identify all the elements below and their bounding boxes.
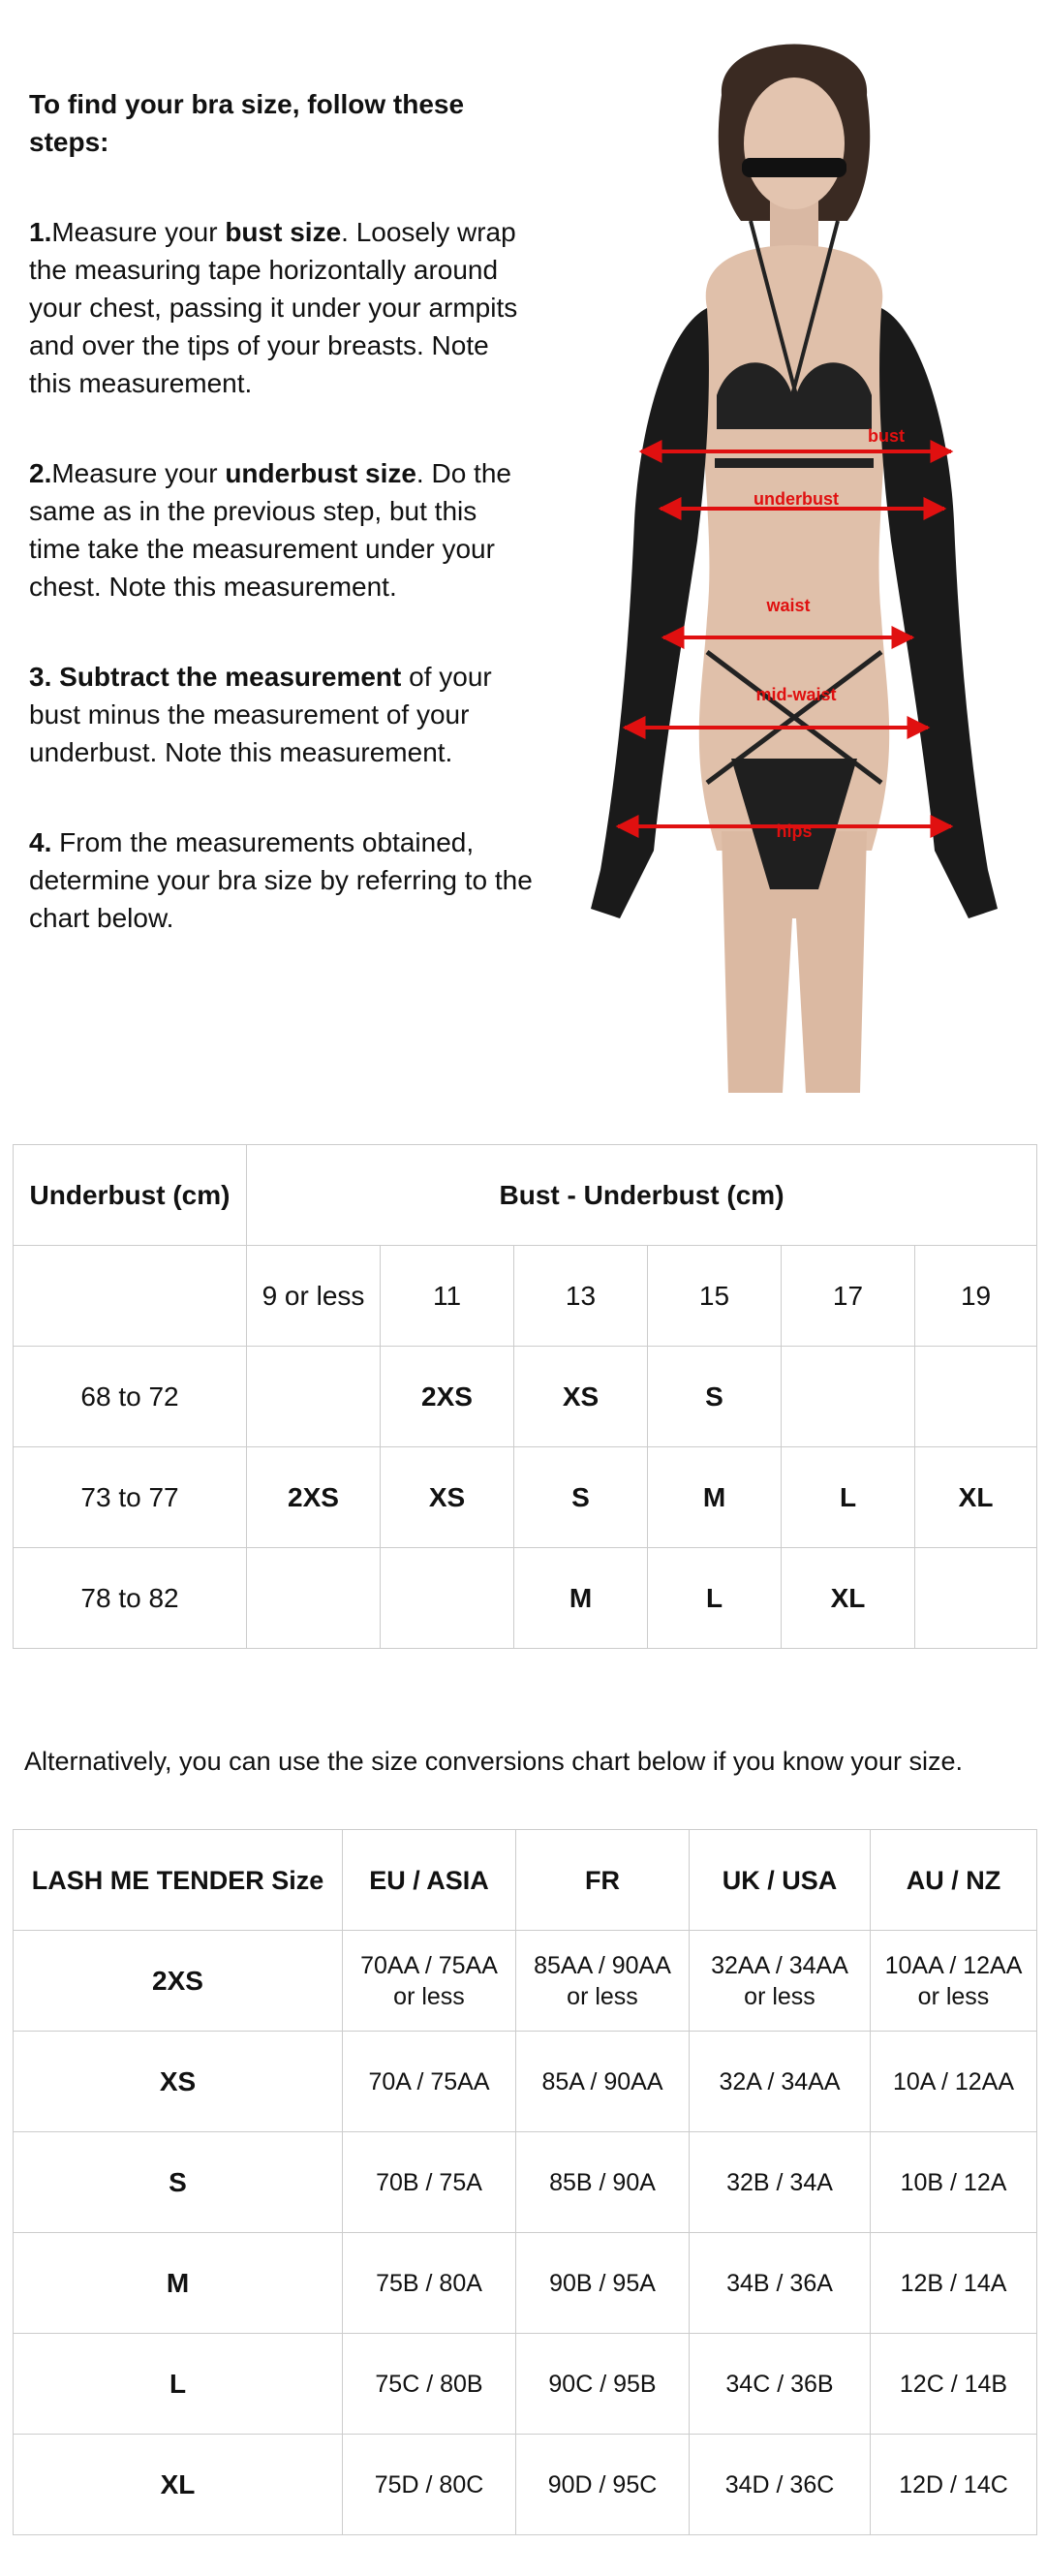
table-cell: [516, 1931, 690, 2032]
size-conversion-table: [13, 1829, 1037, 2535]
step-4: [29, 823, 533, 937]
table-header-row: [14, 1830, 1037, 1931]
underbust-label: underbust: [754, 489, 839, 509]
size-label: 2XS: [14, 1931, 343, 2032]
step-emphasis: bust size: [225, 217, 342, 247]
underbust-header: Underbust (cm): [14, 1145, 247, 1246]
cell-line: 70AA / 75AA: [360, 1951, 498, 1979]
table-row: [14, 1447, 1037, 1548]
bust-minus-underbust-header: Bust - Underbust (cm): [247, 1145, 1037, 1246]
table-cell: 90D / 95C: [516, 2435, 690, 2535]
cell-line: 10AA / 12AA: [884, 1951, 1023, 1979]
table-cell: 32B / 34A: [690, 2132, 871, 2233]
column-header: 13: [514, 1246, 648, 1347]
size-cell: 2XS: [247, 1447, 381, 1548]
table-row: [14, 2435, 1037, 2535]
table-row: [14, 1548, 1037, 1649]
column-header: 19: [915, 1246, 1037, 1347]
size-cell: XL: [782, 1548, 915, 1649]
column-header: FR: [516, 1830, 690, 1931]
step-emphasis: Subtract the measurement: [59, 662, 402, 692]
mid-waist-label: mid-waist: [755, 685, 837, 704]
column-header: 15: [648, 1246, 782, 1347]
table-row: [14, 2132, 1037, 2233]
table-cell: [343, 1931, 516, 2032]
cell-line: or less: [917, 1982, 990, 2010]
hips-label: hips: [776, 822, 813, 841]
column-header: 11: [381, 1246, 514, 1347]
table-cell: 75C / 80B: [343, 2334, 516, 2435]
step-emphasis: underbust size: [225, 458, 416, 488]
step-2: [29, 454, 533, 605]
table-row: [14, 1347, 1037, 1447]
table-cell: 12C / 14B: [871, 2334, 1037, 2435]
instructions: [29, 85, 533, 989]
table-cell: 12B / 14A: [871, 2233, 1037, 2334]
column-header: UK / USA: [690, 1830, 871, 1931]
underbust-band: [715, 458, 874, 468]
row-label: 73 to 77: [14, 1447, 247, 1548]
alternative-note: Alternatively, you can use the size conversions chart below if you know your size.: [24, 1747, 963, 1776]
size-cell: XL: [915, 1447, 1037, 1548]
size-cell: [381, 1548, 514, 1649]
face-shape: [744, 78, 845, 209]
size-cell: L: [648, 1548, 782, 1649]
size-cell: [782, 1347, 915, 1447]
size-cell: [915, 1347, 1037, 1447]
table-row: [14, 2032, 1037, 2132]
size-cell: S: [514, 1447, 648, 1548]
measurement-figure: [552, 17, 1036, 1093]
waist-label: waist: [766, 596, 811, 615]
column-header: AU / NZ: [871, 1830, 1037, 1931]
table-cell: [871, 1931, 1037, 2032]
table-cell: 10B / 12A: [871, 2132, 1037, 2233]
cell-line: or less: [567, 1982, 638, 2010]
cell-line: 85AA / 90AA: [534, 1951, 671, 1979]
step-number: 2.: [29, 458, 52, 488]
table-cell: 75B / 80A: [343, 2233, 516, 2334]
table-cell: 34B / 36A: [690, 2233, 871, 2334]
cell-line: or less: [393, 1982, 465, 2010]
step-number: 1.: [29, 217, 52, 247]
table-cell: 90C / 95B: [516, 2334, 690, 2435]
column-header: EU / ASIA: [343, 1830, 516, 1931]
size-cell: [247, 1347, 381, 1447]
table-cell: 12D / 14C: [871, 2435, 1037, 2535]
step-number: 4.: [29, 827, 52, 857]
table-row: [14, 2233, 1037, 2334]
size-cell: [915, 1548, 1037, 1649]
step-text: . Loosely wrap the measuring tape horizontally around your chest, passing it under your armpits and over the tips of your breasts. Note this measurement.: [29, 217, 518, 398]
table-cell: 85A / 90AA: [516, 2032, 690, 2132]
row-label: 78 to 82: [14, 1548, 247, 1649]
table-cell: 32A / 34AA: [690, 2032, 871, 2132]
row-label: 68 to 72: [14, 1347, 247, 1447]
step-1: [29, 213, 533, 402]
step-text: Measure your: [51, 458, 226, 488]
size-label: S: [14, 2132, 343, 2233]
size-label: M: [14, 2233, 343, 2334]
size-cell: XS: [514, 1347, 648, 1447]
size-label: XL: [14, 2435, 343, 2535]
step-text: of your bust minus the measurement of your underbust. Note this measurement.: [29, 662, 492, 767]
step-text: [51, 662, 59, 692]
table-subheader-row: [14, 1246, 1037, 1347]
size-cell: M: [648, 1447, 782, 1548]
step-text: . Do the same as in the previous step, but this time take the measurement under your chest. Note this measurement.: [29, 458, 511, 602]
cell-line: 32AA / 34AA: [711, 1951, 848, 1979]
table-header-row: [14, 1145, 1037, 1246]
table-cell: 34D / 36C: [690, 2435, 871, 2535]
size-cell: S: [648, 1347, 782, 1447]
table-row: [14, 2334, 1037, 2435]
size-label: L: [14, 2334, 343, 2435]
instructions-intro: To find your bra size, follow these steps:: [29, 89, 465, 157]
table-cell: 70B / 75A: [343, 2132, 516, 2233]
model-illustration: [552, 17, 1036, 1093]
column-header: 9 or less: [247, 1246, 381, 1347]
size-label: XS: [14, 2032, 343, 2132]
step-3: [29, 658, 533, 771]
step-text: From the measurements obtained, determine your bra size by referring to the chart below.: [29, 827, 533, 933]
bust-label: bust: [868, 426, 905, 446]
table-cell: 75D / 80C: [343, 2435, 516, 2535]
size-cell: M: [514, 1548, 648, 1649]
table-cell: [14, 1246, 247, 1347]
size-cell: L: [782, 1447, 915, 1548]
column-header: 17: [782, 1246, 915, 1347]
cell-line: or less: [744, 1982, 815, 2010]
step-text: Measure your: [51, 217, 226, 247]
table-cell: 34C / 36B: [690, 2334, 871, 2435]
table-cell: 90B / 95A: [516, 2233, 690, 2334]
bra-size-table: [13, 1144, 1037, 1649]
table-cell: 10A / 12AA: [871, 2032, 1037, 2132]
sunglasses-shape: [742, 158, 846, 177]
table-cell: [690, 1931, 871, 2032]
size-cell: XS: [381, 1447, 514, 1548]
table-row: [14, 1931, 1037, 2032]
size-cell: [247, 1548, 381, 1649]
size-cell: 2XS: [381, 1347, 514, 1447]
column-header: LASH ME TENDER Size: [14, 1830, 343, 1931]
table-cell: 70A / 75AA: [343, 2032, 516, 2132]
step-number: 3.: [29, 662, 52, 692]
table-cell: 85B / 90A: [516, 2132, 690, 2233]
